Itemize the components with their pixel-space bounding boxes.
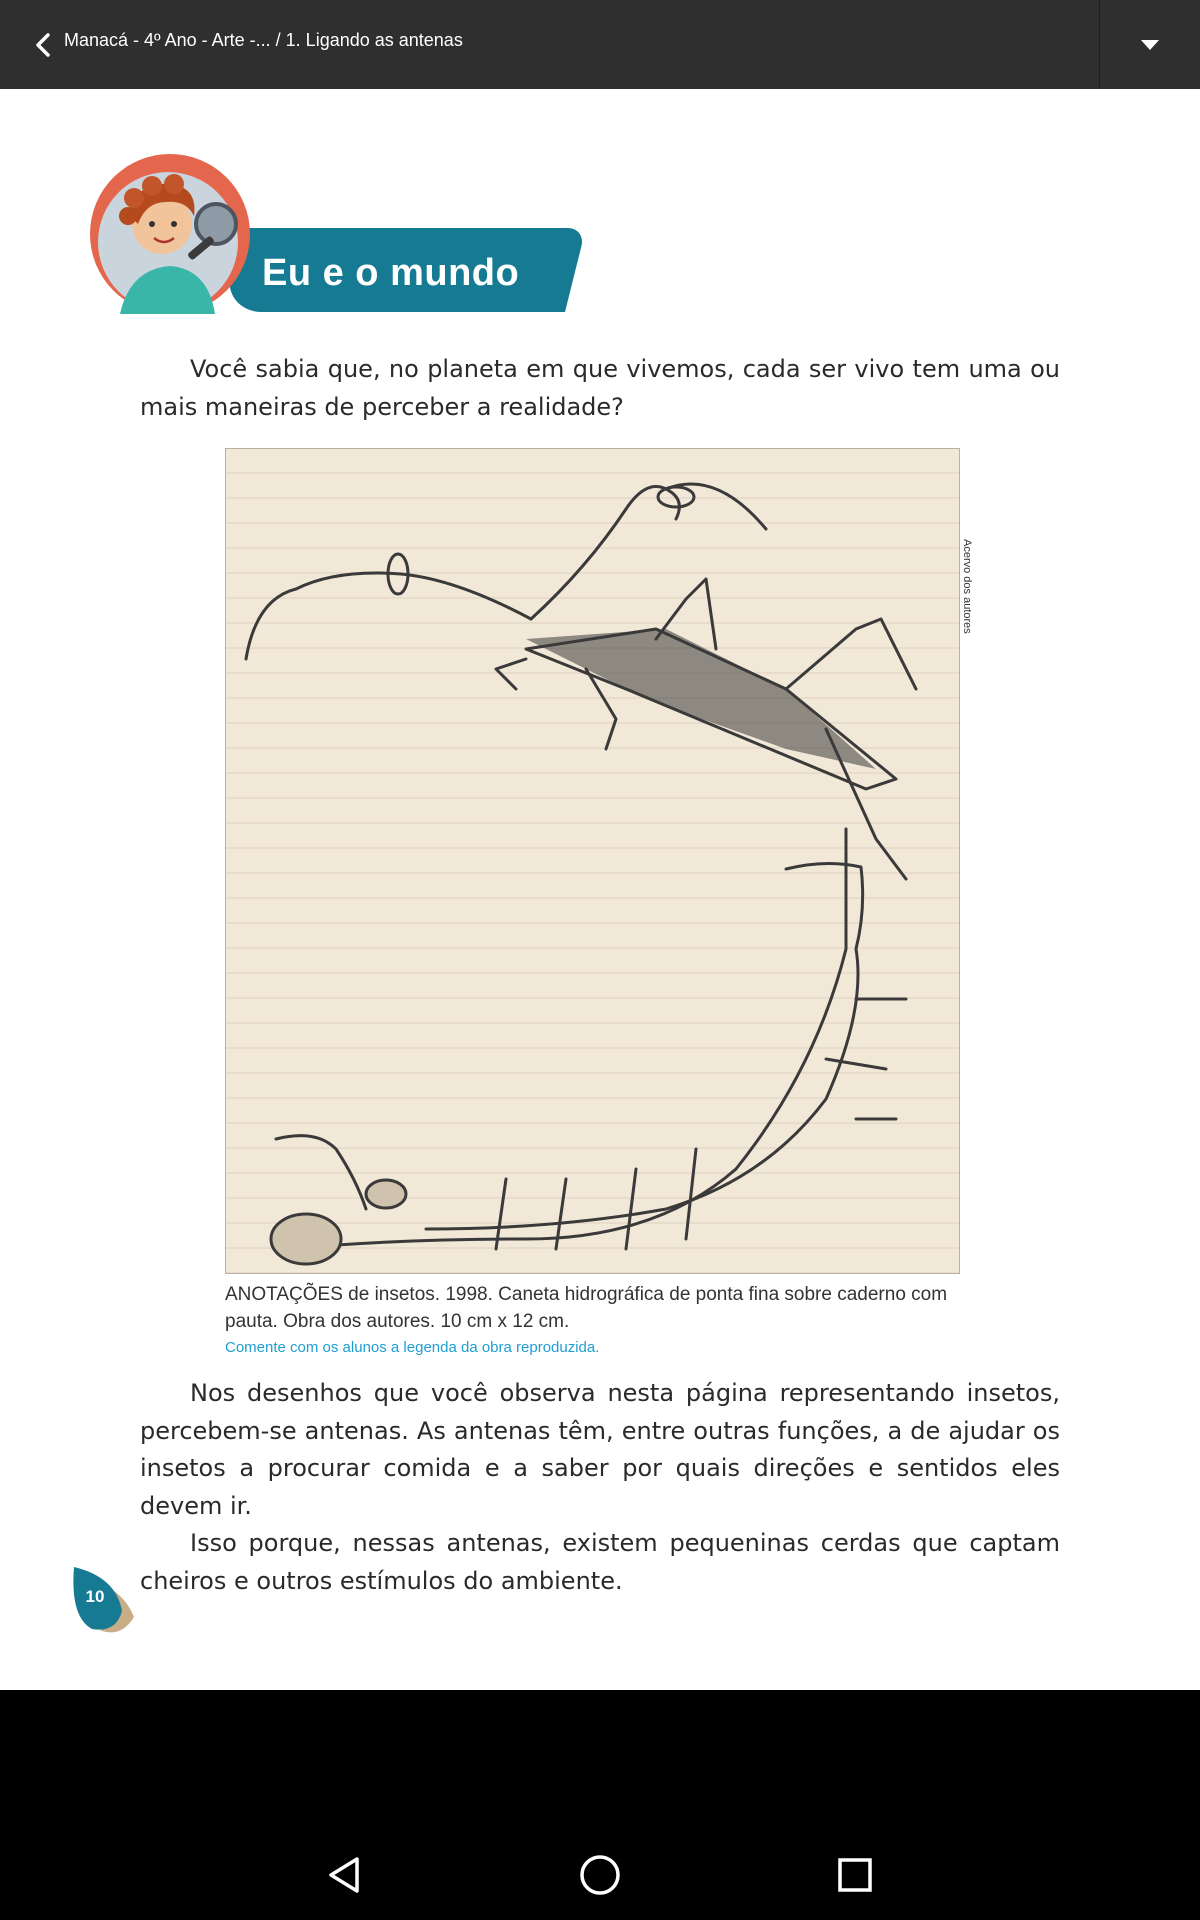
breadcrumb[interactable]: Manacá - 4º Ano - Arte -... / 1. Ligando as antenas bbox=[64, 30, 463, 50]
book-page bbox=[0, 89, 1200, 1690]
nav-recents-button[interactable] bbox=[825, 1845, 885, 1905]
image-caption: ANOTAÇÕES de insetos. 1998. Caneta hidrográfica de ponta fina sobre caderno com pauta. Obra dos autores. 10 cm x 12 cm. bbox=[225, 1284, 948, 1332]
body-paragraph-2: Isso porque, nessas antenas, existem pequeninas cerdas que captam cheiros e outros estímulos do ambiente. bbox=[140, 1529, 1060, 1595]
nav-back-button[interactable] bbox=[315, 1845, 375, 1905]
intro-paragraph bbox=[140, 351, 1060, 426]
body-paragraph-1: Nos desenhos que você observa nesta página representando insetos, percebem-se antenas. As antenas têm, entre outras funções, a de ajudar os insetos a procurar comida e a saber por quais direções e sentidos eles devem ir. bbox=[140, 1379, 1060, 1520]
caret-down-icon bbox=[1139, 38, 1161, 52]
insect-drawing bbox=[226, 449, 959, 1273]
insect-drawing-image bbox=[225, 448, 960, 1274]
triangle-back-icon bbox=[325, 1855, 365, 1895]
top-app-bar bbox=[0, 0, 1200, 89]
image-credit: Acervo dos autores bbox=[961, 539, 973, 634]
child-avatar-illustration bbox=[90, 154, 255, 314]
square-recents-icon bbox=[835, 1855, 875, 1895]
nav-home-button[interactable] bbox=[570, 1845, 630, 1905]
teacher-note: Comente com os alunos a legenda da obra reproduzida. bbox=[225, 1339, 600, 1356]
system-navigation-bar bbox=[0, 1690, 1200, 1920]
section-title: Eu e o mundo bbox=[262, 252, 520, 294]
dropdown-button[interactable] bbox=[1099, 0, 1200, 89]
intro-text: Você sabia que, no planeta em que vivemos, cada ser vivo tem uma ou mais maneiras de perceber a realidade? bbox=[140, 355, 1060, 421]
body-paragraphs bbox=[140, 1375, 1060, 1600]
circle-home-icon bbox=[578, 1853, 622, 1897]
chevron-left-icon bbox=[32, 32, 54, 58]
back-button[interactable] bbox=[20, 22, 66, 68]
page-number: 10 bbox=[85, 1587, 105, 1606]
